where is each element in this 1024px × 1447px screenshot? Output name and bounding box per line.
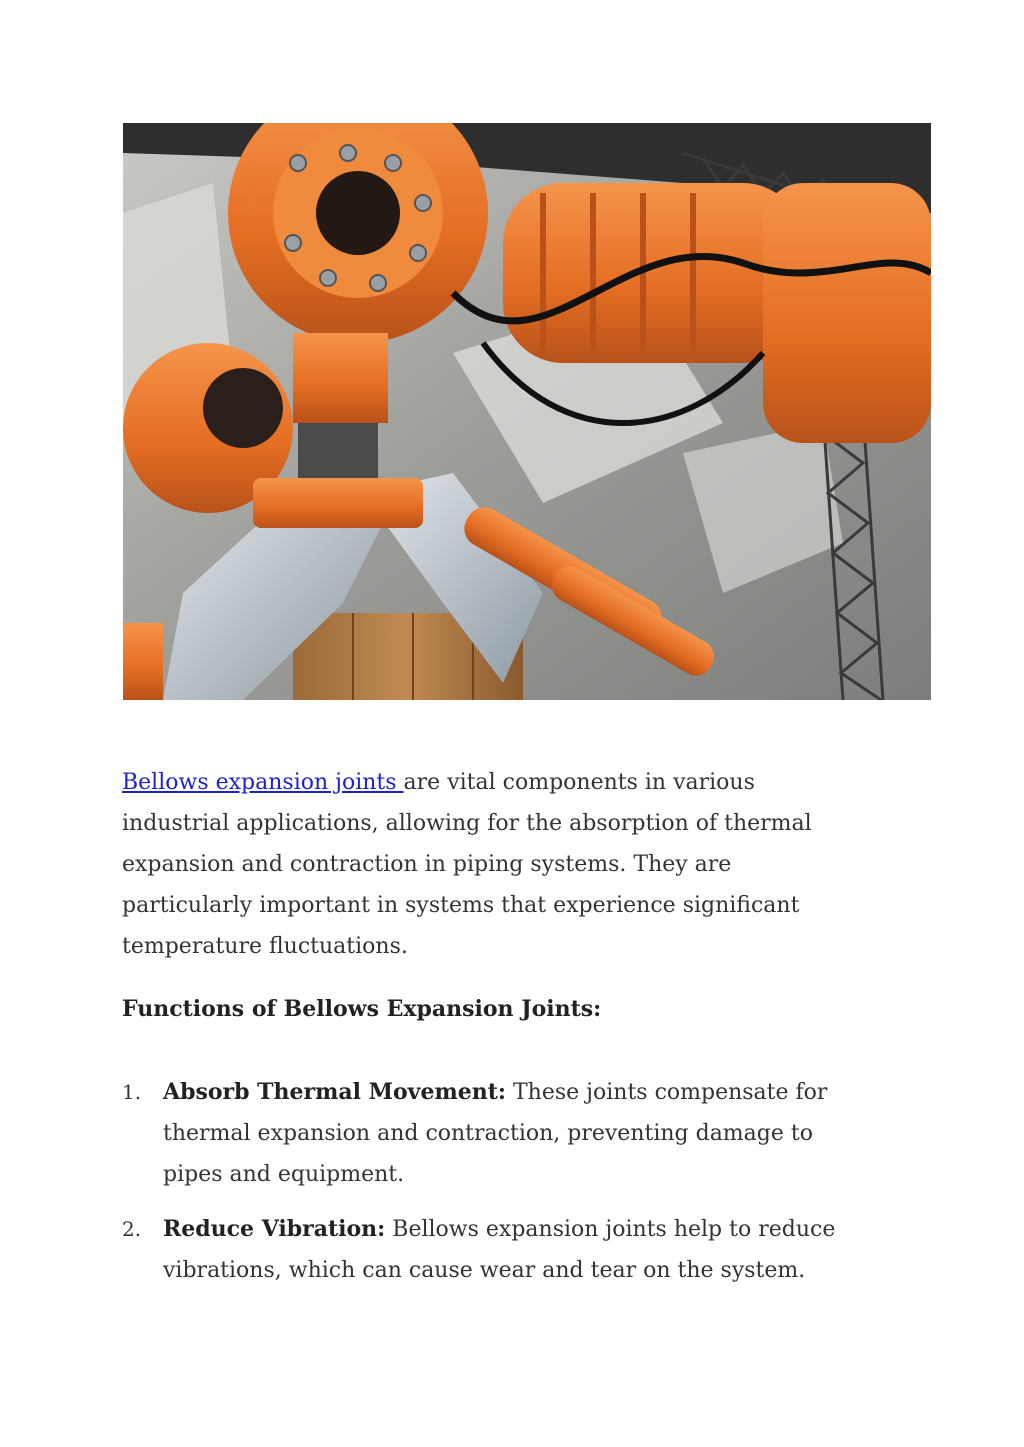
list-item-number: 2. bbox=[122, 1217, 142, 1241]
article-content bbox=[122, 762, 862, 1305]
bellows-expansion-joints-link[interactable]: Bellows expansion joints bbox=[122, 770, 404, 795]
list-item-text: Bellows expansion joints help to reduce vibrations, which can cause wear and tear on the system. bbox=[163, 1217, 836, 1283]
list-item bbox=[122, 1072, 862, 1195]
functions-list bbox=[122, 1072, 862, 1291]
robot-arm-illustration bbox=[123, 123, 931, 700]
intro-paragraph bbox=[122, 762, 862, 967]
list-item-term: Absorb Thermal Movement: bbox=[163, 1079, 507, 1105]
hero-image bbox=[123, 123, 931, 700]
intro-text: are vital components in various industrial applications, allowing for the absorption of thermal expansion and contraction in piping systems. They are particularly important in systems that experience significant temperature fluctuations. bbox=[122, 770, 812, 959]
list-item bbox=[122, 1209, 862, 1291]
section-title: Functions of Bellows Expansion Joints: bbox=[122, 996, 602, 1022]
list-item-text: These joints compensate for thermal expansion and contraction, preventing damage to pipes and equipment. bbox=[163, 1080, 828, 1187]
list-item-term: Reduce Vibration: bbox=[163, 1216, 386, 1242]
list-item-number: 1. bbox=[122, 1080, 142, 1104]
